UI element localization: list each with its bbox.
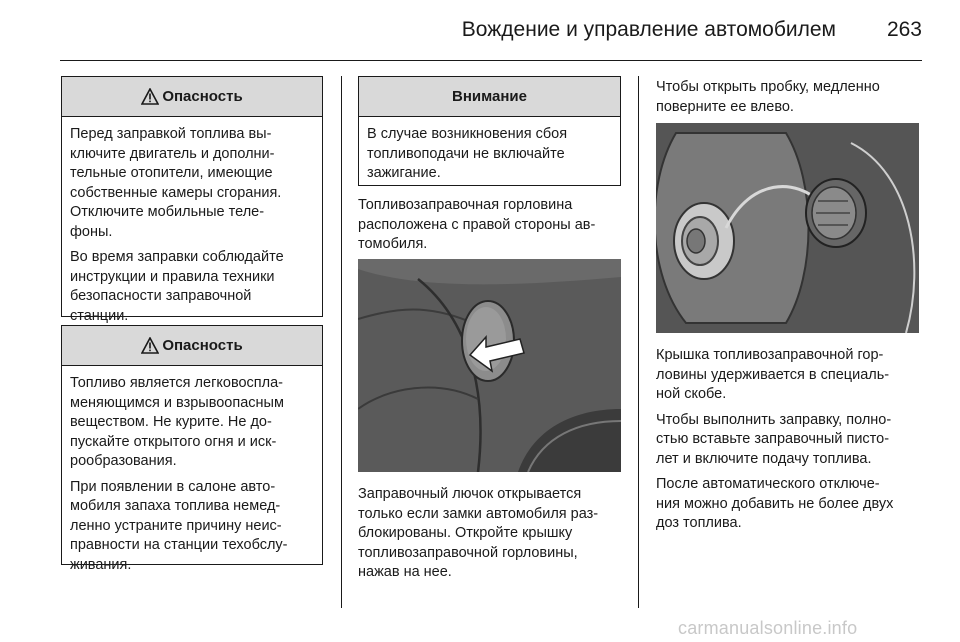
danger-paragraph: Во время заправки соблюдайте инструкции и правила техники безопасности заправочной станции. xyxy=(70,249,284,324)
notice-box-header xyxy=(359,77,620,117)
danger-paragraph: Топливо является легковоспла- меняющимся и взрывоопасным веществом. Не курите. Не до- пускайте открытого огня и иск- рообразования. xyxy=(70,375,284,469)
column3-paragraph: Крышка топливозаправочной гор- ловины удерживается в специаль- ной скобе. xyxy=(656,347,890,402)
fuel-flap-drawing xyxy=(358,259,621,472)
cap-opening-text: Чтобы открыть пробку, медленно поверните ее влево. xyxy=(656,79,880,115)
danger-box-title: Опасность xyxy=(162,337,243,354)
danger-box-refuel xyxy=(61,76,323,324)
notice-box-body xyxy=(359,117,620,190)
warning-triangle-icon xyxy=(141,88,159,105)
cap-holder-texts xyxy=(656,346,931,540)
danger-paragraph: Перед заправкой топлива вы- ключите двигатель и дополни- тельные отопители, имеющие собственные камеры сгорания. Отключите мобильные теле- фоны. xyxy=(70,126,282,240)
danger-box-fuel xyxy=(61,325,323,573)
filler-location-text: Топливозаправочная горловина расположена с правой стороны ав- томобиля. xyxy=(358,197,596,252)
danger-paragraph: При появлении в салоне авто- мобиля запаха топлива немед- ленно устраните причину неис- правности на станции техобслу- живания. xyxy=(70,478,288,573)
column3-paragraph: После автоматического отключе- ния можно добавить не более двух доз топлива. xyxy=(656,476,894,531)
warning-triangle-icon xyxy=(141,337,159,354)
danger-box-header xyxy=(62,77,322,117)
danger-box-body xyxy=(62,117,322,332)
danger-box-title: Опасность xyxy=(162,88,243,105)
fuel-flap-illustration xyxy=(358,259,621,472)
page-number: 263 xyxy=(886,18,922,41)
danger-box-body xyxy=(62,366,322,581)
watermark: carmanualsonline.info xyxy=(678,618,858,638)
fuel-cap-illustration xyxy=(656,123,919,333)
fuel-cap-drawing xyxy=(656,123,919,333)
column3-paragraph: Чтобы выполнить заправку, полно- стью вставьте заправочный писто- лет и включите подачу топлива. xyxy=(656,411,892,467)
column-divider-1 xyxy=(341,76,342,608)
column-divider-2 xyxy=(638,76,639,608)
header-title: Вождение и управление автомобилем xyxy=(461,18,836,41)
notice-box xyxy=(358,76,621,186)
danger-box-header xyxy=(62,326,322,366)
notice-text: В случае возникновения сбоя топливоподачи не включайте зажигание. xyxy=(367,126,568,181)
flap-opening-text: Заправочный лючок открывается только если замки автомобиля раз- блокированы. Откройте крышку топливозаправочной горловины, нажав на нее. xyxy=(358,486,599,580)
header-rule xyxy=(60,60,922,61)
notice-box-title: Внимание xyxy=(452,88,527,105)
